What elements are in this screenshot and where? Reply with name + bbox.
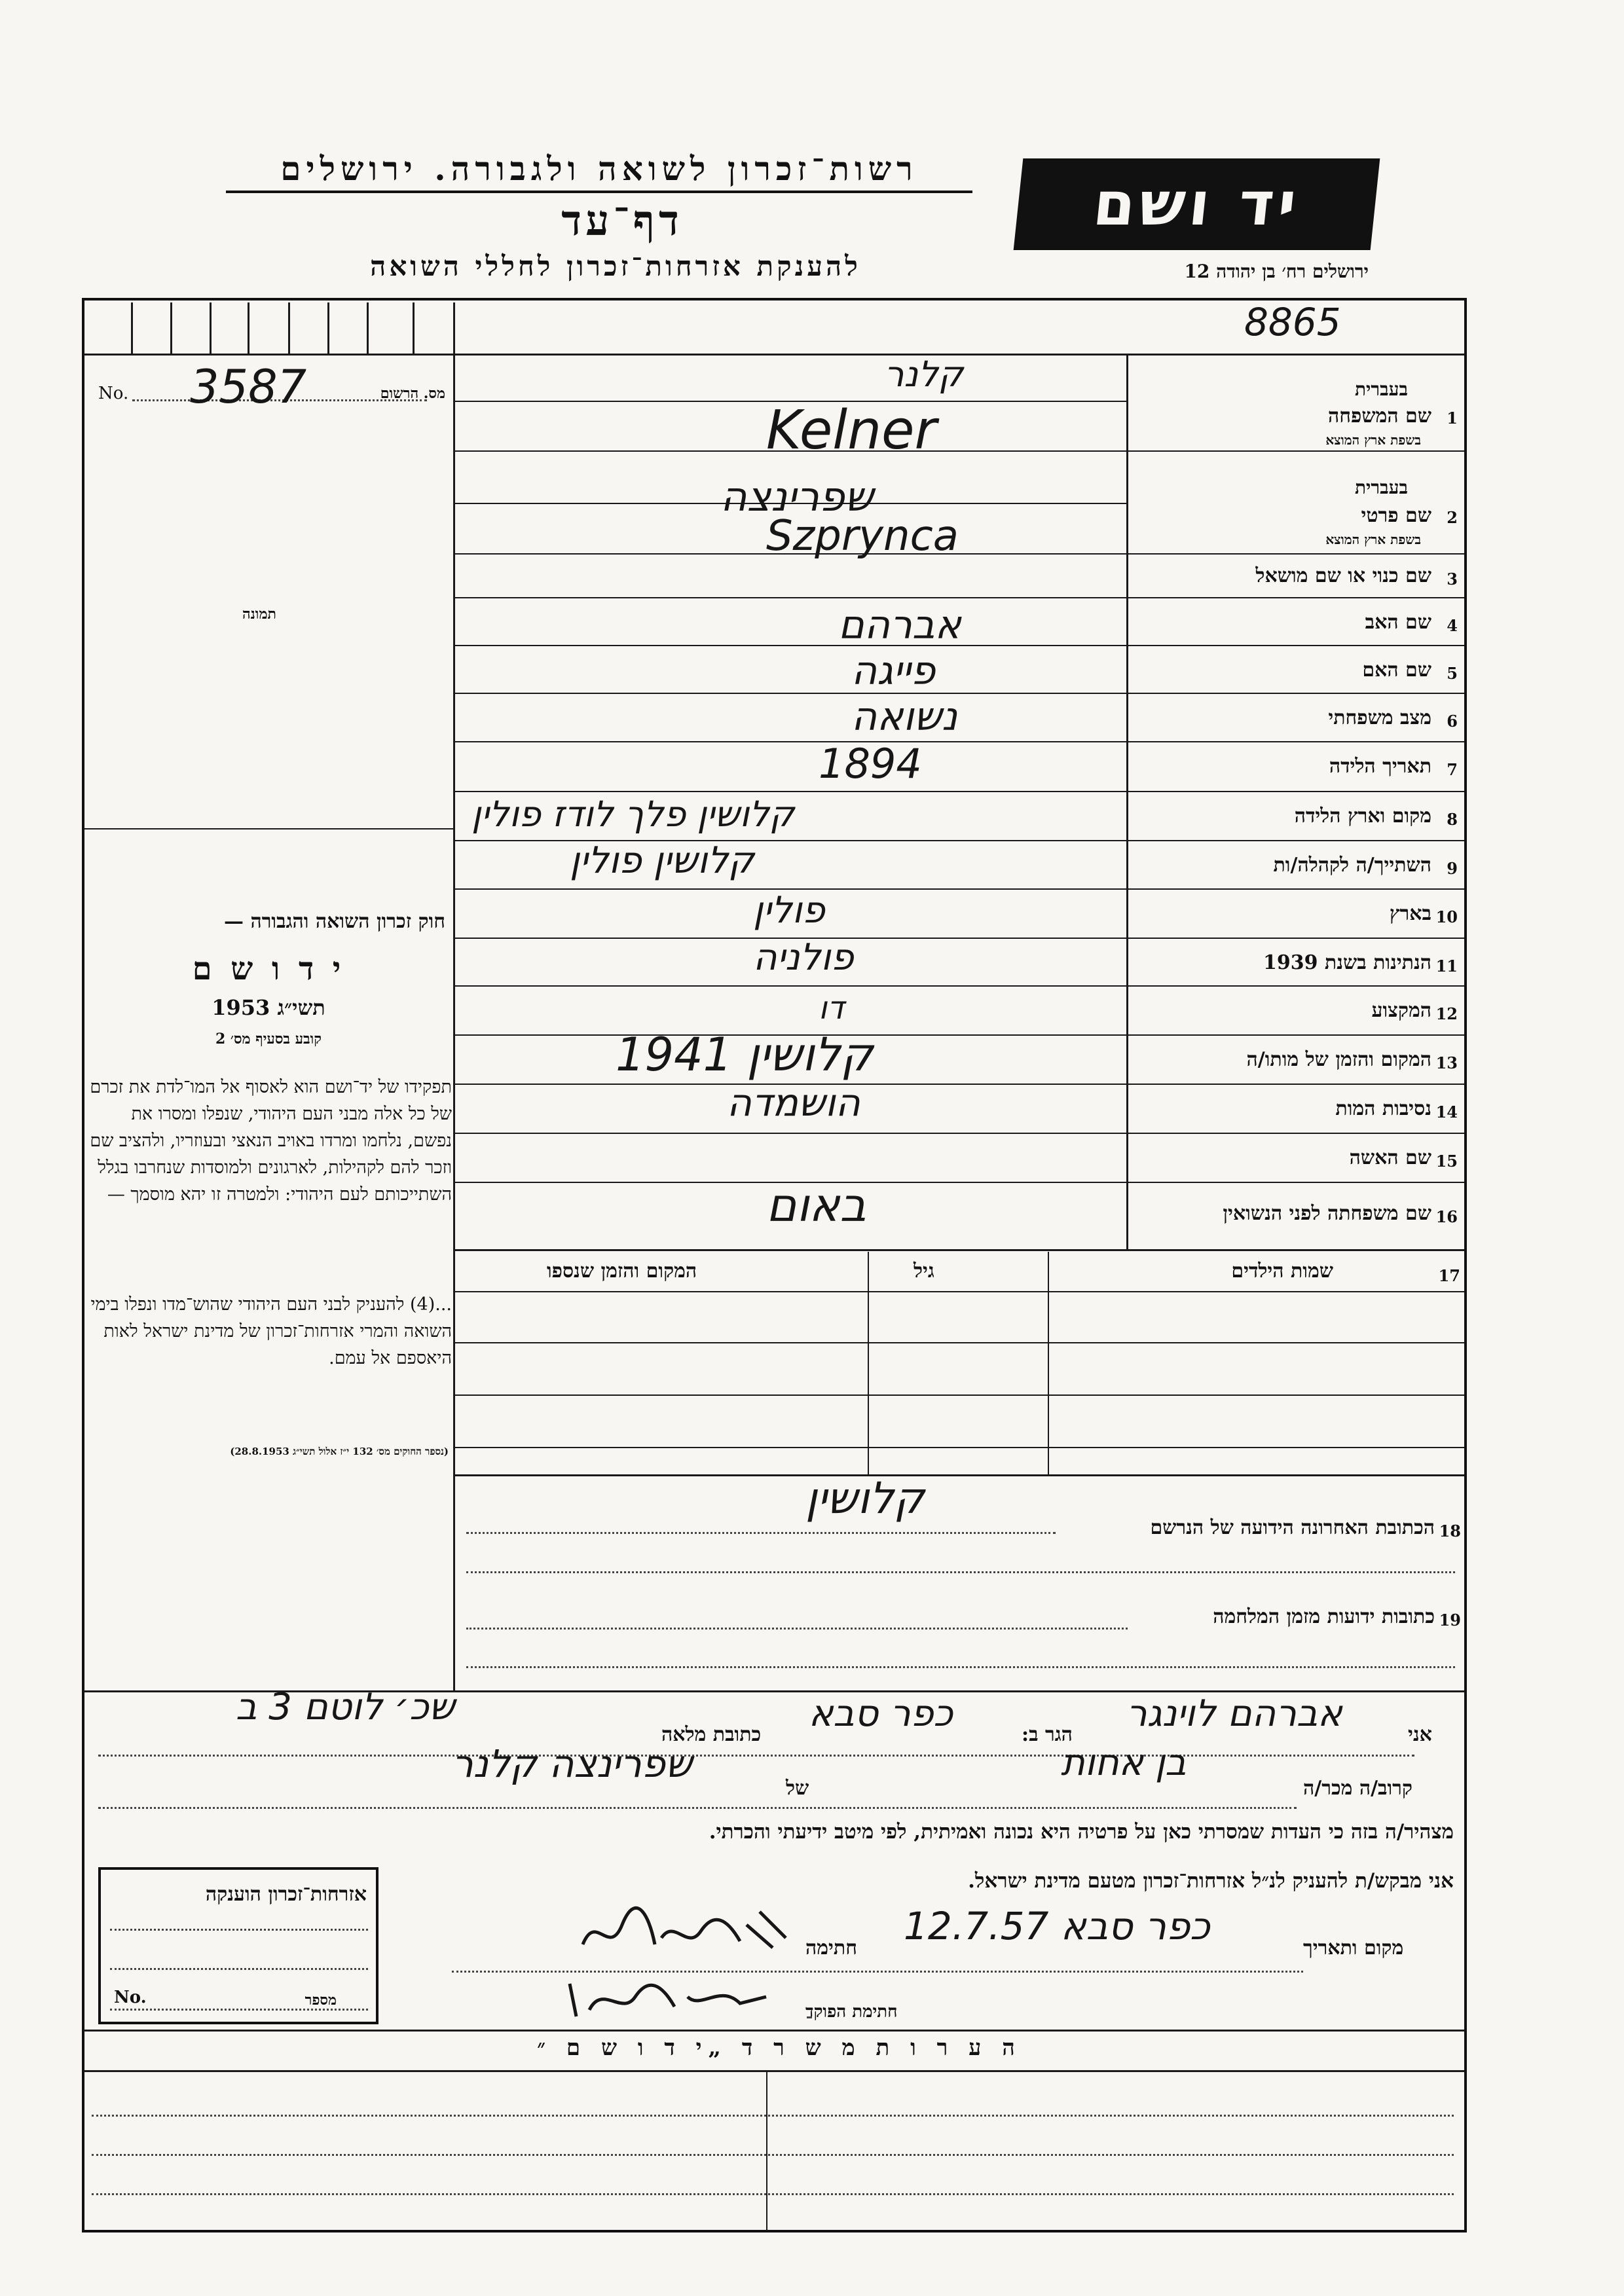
registration-row [92, 360, 451, 414]
field-label: מצב משפחתי [1328, 706, 1431, 729]
form-subtitle: להענקת אזרחות־זכרון לחללי השואה [370, 250, 861, 282]
field-label: שם פרטי [1361, 504, 1431, 527]
field-label: המקום והזמן של מותו/ה [1246, 1048, 1431, 1071]
children-age-header: גיל [913, 1260, 934, 1283]
victim-name-repeat: שפרינצה קלנר [452, 1741, 693, 1786]
first-name-hebrew-value: שפרינצה [720, 473, 874, 520]
field-number: 6 [1447, 712, 1458, 731]
declarant-address: שכ׳ לוטם 3 ב [236, 1686, 455, 1728]
field-8-birth-place [1133, 793, 1460, 839]
relation-value: בן אחות [1061, 1741, 1187, 1784]
field-13-death-place-time [1133, 1036, 1460, 1082]
citizenship-grant-box [98, 1867, 378, 2024]
field-6-marital-status [1133, 695, 1460, 740]
field-number: 13 [1435, 1053, 1458, 1072]
yad-vashem-logo [1014, 158, 1380, 250]
declaration-statement: מצהיר/ה בזה כי העדות שמסרתי כאן על פרטיה היא נכונה ואמיתית, לפי מיטב ידיעתי והכרתי. [709, 1820, 1454, 1844]
country-value: פולין [753, 889, 825, 932]
request-statement: אני מבקש/ת להעניק לנ״ל אזרחות־זכרון מטעם מדינת ישראל. [968, 1869, 1454, 1893]
grant-no-label: No. [114, 1988, 147, 2007]
law-name: י ד ו ש ם [192, 951, 345, 987]
signature-label: חתימה [805, 1937, 857, 1959]
mother-name-value: פייגה [851, 648, 936, 694]
death-circumstances-value: הושמדה [727, 1080, 860, 1125]
birth-date-value: 1894 [819, 740, 922, 788]
field-1-surname [1133, 359, 1460, 450]
field-number: 8 [1447, 810, 1458, 829]
field-number: 16 [1435, 1207, 1458, 1226]
photo-placeholder: תמונה [242, 606, 276, 623]
death-place-time-value: קלושין 1941 [616, 1028, 874, 1082]
law-paragraph-2: ...(4) להעניק לבני העם היהודי שהוש־מדו ונפלו בימי השואה והמרי אזרחות־זכרון של מדינת ישראל לאות היאספם אל עמם. [90, 1294, 452, 1368]
field-label: מקום וארץ הלידה [1294, 805, 1431, 828]
field-label: השתייך/ה לקהלה/ות [1273, 854, 1431, 877]
field-11-citizenship [1133, 939, 1460, 985]
declaration-resides-label: הגר ב: [1022, 1723, 1073, 1746]
field-5-mother [1133, 647, 1460, 693]
field-4-father [1133, 599, 1460, 645]
field-number: 17 [1438, 1266, 1460, 1285]
field-18-last-address [458, 1486, 1464, 1558]
logo-text: יד ושם [1090, 169, 1304, 239]
yad-vashem-address: ירושלים רח׳ בן יהודה 12 [1184, 261, 1369, 282]
of-label: של [786, 1777, 809, 1800]
birth-place-value: קלושין פלך לודז פולין [471, 793, 795, 835]
law-paragraph-1: תפקידו של יד־ושם הוא לאסוף אל המו־לדת את זכרם של כל אלה מבני העם היהודי, שנפלו ומסרו את נפשם, נלחמו ומרדו באויב הנאצי ובעוזריו, ולהציב שם וזכר להם לקהילות, לארגונים ולמוסדות שנחרבו בגלל השתייכותם לעם היהודי: ולמטרה זו יהא מוסמך — [90, 1077, 452, 1205]
declarant-signature [576, 1899, 792, 1964]
law-year: תשי״ג 1953 [212, 995, 325, 1020]
office-notes-title: ה ע ר ו ת מ ש ר ד „י ד ו ש ם ״ [537, 2035, 1022, 2061]
father-name-value: אברהם [838, 602, 961, 648]
field-label: תאריך הלידה [1329, 755, 1431, 778]
field-15-wife-name [1133, 1135, 1460, 1180]
field-label: שם האב [1365, 611, 1431, 634]
field-number: 12 [1435, 1004, 1458, 1023]
hebrew-tag: בעברית [1354, 378, 1408, 400]
children-header [455, 1252, 1464, 1291]
relation-label: קרוב/ה מכר/ה [1303, 1777, 1412, 1800]
field-label: שם משפחתה לפני הנשואין [1223, 1202, 1431, 1225]
registration-no-prefix: No. [98, 384, 129, 403]
field-number: 14 [1435, 1102, 1458, 1121]
hebrew-tag: בעברית [1354, 477, 1408, 498]
field-label: כתובות ידועות מזמן המלחמה [1213, 1605, 1435, 1628]
field-label: הנתינות בשנת 1939 [1263, 951, 1431, 974]
field-label: שם כנוי או שם מושאל [1255, 564, 1431, 587]
place-date-label: מקום ותאריך [1303, 1937, 1404, 1959]
country-tag: בשפת ארץ המוצא [1325, 532, 1421, 547]
official-signature [563, 1971, 779, 2023]
registration-label: מס. הרשום [380, 385, 445, 402]
field-number: 11 [1435, 957, 1458, 975]
law-title: חוק זכרון השואה והגבורה — [224, 910, 445, 933]
marital-status-value: נשואה [851, 694, 958, 740]
field-label: המקצוע [1371, 999, 1431, 1022]
field-number: 18 [1439, 1522, 1461, 1540]
maiden-name-value: באום [766, 1178, 866, 1232]
field-12-profession [1133, 987, 1460, 1033]
field-label: הכתובת האחרונה הידועה של הנרשם [1150, 1516, 1435, 1539]
country-tag: בשפת ארץ המוצא [1325, 432, 1421, 448]
field-19-wartime-addresses [458, 1578, 1464, 1630]
field-number: 15 [1435, 1152, 1458, 1171]
surname-latin-value: Kelner [766, 399, 937, 462]
profession-value: דו [819, 990, 845, 1027]
grant-number-label: מספר [304, 1992, 337, 2009]
citizenship-value: פולניה [753, 936, 854, 979]
official-signature-label: חתימת הפוקד [805, 2002, 898, 2022]
field-7-birth-date [1133, 743, 1460, 789]
field-label: שם המשפחה [1327, 405, 1431, 428]
field-14-death-circumstances [1133, 1085, 1460, 1131]
field-3-alias [1133, 555, 1460, 597]
registration-number: 3587 [190, 360, 307, 414]
children-place-header: המקום והזמן שנספו [547, 1260, 697, 1283]
field-2-first-name [1133, 458, 1460, 553]
surname-hebrew-value: קלנר [884, 354, 964, 395]
children-names-header: שמות הילדים [1231, 1260, 1333, 1283]
form-title: דף־עד [561, 196, 683, 246]
field-label: נסיבות המות [1335, 1097, 1431, 1120]
field-number: 3 [1447, 570, 1458, 589]
field-number: 19 [1439, 1611, 1461, 1630]
declaration-ani: אני [1408, 1723, 1432, 1746]
first-name-latin-value: Szprynca [766, 512, 959, 560]
declarant-city: כפר סבא [809, 1692, 953, 1735]
community-value: קלושין פולין [570, 839, 754, 882]
field-9-community [1133, 842, 1460, 888]
authority-title: רשות־זכרון לשואה ולגבורה. ירושלים [226, 149, 972, 193]
archive-number: 8865 [1244, 300, 1341, 344]
law-section: קובע בסעיף מס׳ 2 [215, 1030, 322, 1048]
field-number: 10 [1435, 907, 1458, 926]
field-number: 4 [1447, 616, 1458, 635]
field-number: 1 [1447, 409, 1458, 428]
grant-box-title: אזרחות־זכרון הוענקה [205, 1883, 367, 1906]
field-16-maiden-name [1133, 1184, 1460, 1248]
field-number: 5 [1447, 664, 1458, 683]
place-date-value: כפר סבא 12.7.57 [904, 1904, 1210, 1948]
last-address-value: קלושין [805, 1473, 925, 1523]
field-10-country [1133, 890, 1460, 936]
field-number: 2 [1447, 508, 1458, 527]
declarant-name: אברהם לוינגר [1126, 1692, 1342, 1735]
field-label: בארץ [1389, 902, 1431, 925]
field-label: שם האשה [1349, 1146, 1431, 1169]
field-number: 7 [1447, 760, 1458, 779]
field-label: שם האם [1362, 659, 1431, 682]
field-number: 9 [1447, 859, 1458, 878]
full-address-label: כתובת מלאה [661, 1723, 762, 1746]
law-footnote: (נספר החוקים מס׳ 132 י״ז אלול תשי״ג 28.8.1953) [230, 1446, 449, 1457]
